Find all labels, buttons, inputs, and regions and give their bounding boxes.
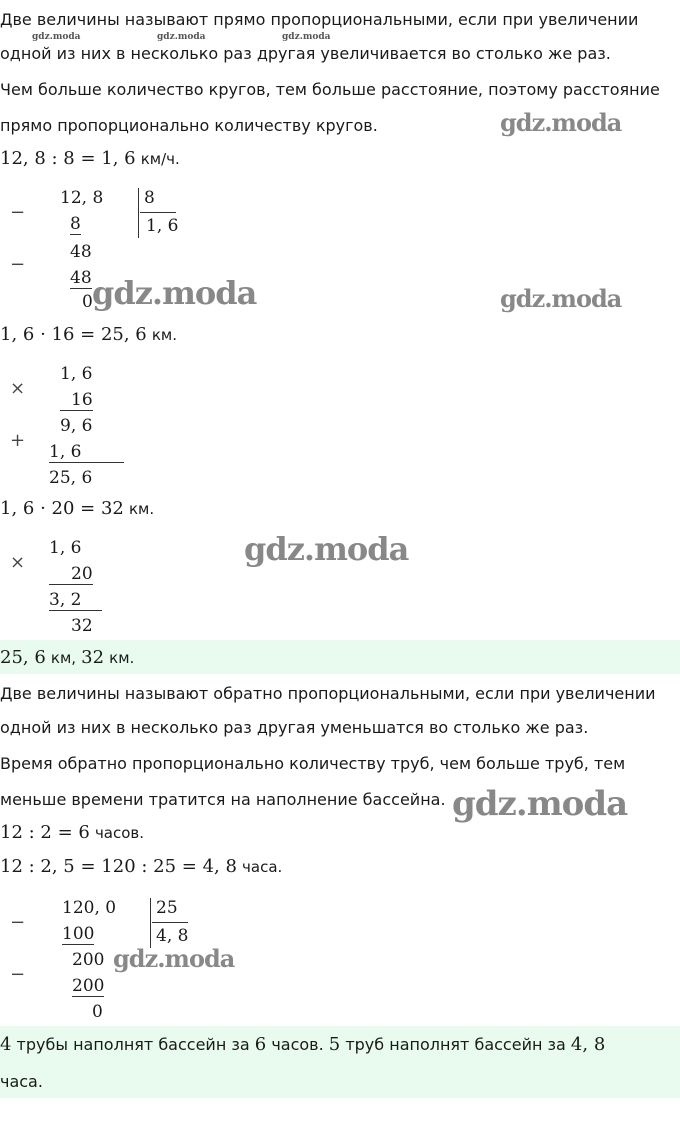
answer-2-hours-4-8: 4, 8 <box>570 1034 606 1055</box>
times-sign: × <box>10 552 26 573</box>
dividend: 120, 0 <box>62 898 117 918</box>
final-remainder: 0 <box>92 1002 103 1022</box>
subtrahend: 100 <box>62 924 95 944</box>
quotient: 1, 6 <box>146 216 179 236</box>
division-bar <box>150 898 151 948</box>
equation-time-2-5-unit: часа. <box>242 858 283 876</box>
minus-sign: − <box>10 202 26 223</box>
answer-block-2 <box>0 1026 680 1098</box>
paragraph1-line3: Чем больше количество кругов, тем больше расстояние, поэтому расстояние <box>0 80 660 99</box>
divisor-line <box>140 212 176 213</box>
equation-speed-unit: км/ч. <box>140 150 180 168</box>
answer-2-pipes-4: 4 <box>0 1034 12 1055</box>
partial-product: 3, 2 <box>49 590 102 611</box>
answer-2-text-2: часов. <box>271 1035 324 1054</box>
divisor-line <box>152 922 188 923</box>
watermark-2: gdz.moda <box>92 274 257 312</box>
equation-distance-20-expr: 1, 6 · 20 = 32 <box>0 498 124 519</box>
paragraph1-line1: Две величины называют прямо пропорциональными, если при увеличении <box>0 10 639 29</box>
equation-distance-20-unit: км. <box>128 500 155 518</box>
division-bar <box>138 188 139 238</box>
partial-product-2: 1, 6 <box>49 442 124 463</box>
equation-distance-20 <box>0 498 154 519</box>
answer-1-text <box>0 647 134 668</box>
answer-1-unit-2: км. <box>109 649 135 667</box>
paragraph2-line3: Время обратно пропорционально количеству труб, чем больше труб, тем <box>0 754 626 773</box>
watermark-4: gdz.moda <box>244 530 409 568</box>
paragraph2-line2: одной из них в несколько раз другая уменьшатся во столько же раз. <box>0 718 589 737</box>
factor-a: 1, 6 <box>49 538 82 558</box>
equation-time-2-5 <box>0 856 282 877</box>
factor-b: 20 <box>49 564 93 585</box>
watermark-small-2: gdz.moda <box>157 32 206 42</box>
quotient: 4, 8 <box>156 926 189 946</box>
watermark-3: gdz.moda <box>500 284 622 313</box>
divisor: 25 <box>156 898 178 918</box>
watermark-5: gdz.moda <box>452 784 628 824</box>
equation-speed <box>0 148 180 169</box>
product-result: 32 <box>71 616 93 636</box>
answer-1-value-1: 25, 6 <box>0 647 46 668</box>
subtrahend: 200 <box>72 976 105 996</box>
dividend: 12, 8 <box>60 188 104 208</box>
answer-1-value-2: 32 <box>81 647 105 668</box>
minus-sign: − <box>10 912 26 933</box>
answer-2-hours-6: 6 <box>254 1034 267 1055</box>
equation-speed-expr: 12, 8 : 8 = 1, 6 <box>0 148 136 169</box>
partial-product-1: 9, 6 <box>60 416 93 436</box>
watermark-6: gdz.moda <box>113 944 235 973</box>
times-sign: × <box>10 378 26 399</box>
answer-2-text-1: трубы наполнят бассейн за <box>16 1035 250 1054</box>
subtrahend: 48 <box>70 268 92 288</box>
equation-distance-16-unit: км. <box>151 326 177 344</box>
paragraph1-line4: прямо пропорционально количеству кругов. <box>0 116 378 135</box>
factor-b: 16 <box>60 390 93 411</box>
plus-sign: + <box>10 430 26 451</box>
paragraph2-line1: Две величины называют обратно пропорциональными, если при увеличении <box>0 684 656 703</box>
equation-distance-16-expr: 1, 6 · 16 = 25, 6 <box>0 324 147 345</box>
factor-a: 1, 6 <box>60 364 93 384</box>
answer-2-line2: часа. <box>0 1072 43 1091</box>
minus-sign: − <box>10 964 26 985</box>
equation-time-2-unit: часов. <box>94 824 145 842</box>
minus-sign: − <box>10 254 26 275</box>
product-result: 25, 6 <box>49 468 93 488</box>
remainder: 48 <box>70 242 92 262</box>
answer-block-1 <box>0 640 680 674</box>
remainder: 200 <box>72 950 105 970</box>
final-remainder: 0 <box>82 292 93 312</box>
watermark-small-1: gdz.moda <box>32 32 81 42</box>
equation-time-2 <box>0 822 144 843</box>
watermark-small-3: gdz.moda <box>282 32 331 42</box>
answer-2-text-3: труб наполнят бассейн за <box>345 1035 566 1054</box>
answer-2-line1 <box>0 1034 605 1055</box>
paragraph2-line4: меньше времени тратится на наполнение бассейна. <box>0 790 446 809</box>
paragraph1-line2: одной из них в несколько раз другая увеличивается во столько же раз. <box>0 44 611 63</box>
answer-2-pipes-5: 5 <box>328 1034 341 1055</box>
divisor: 8 <box>144 188 155 208</box>
subtrahend: 8 <box>70 214 81 234</box>
watermark-1: gdz.moda <box>500 108 622 137</box>
equation-time-2-5-expr: 12 : 2, 5 = 120 : 25 = 4, 8 <box>0 856 237 877</box>
equation-distance-16 <box>0 324 177 345</box>
equation-time-2-expr: 12 : 2 = 6 <box>0 822 90 843</box>
answer-1-unit-1: км, <box>50 649 77 667</box>
